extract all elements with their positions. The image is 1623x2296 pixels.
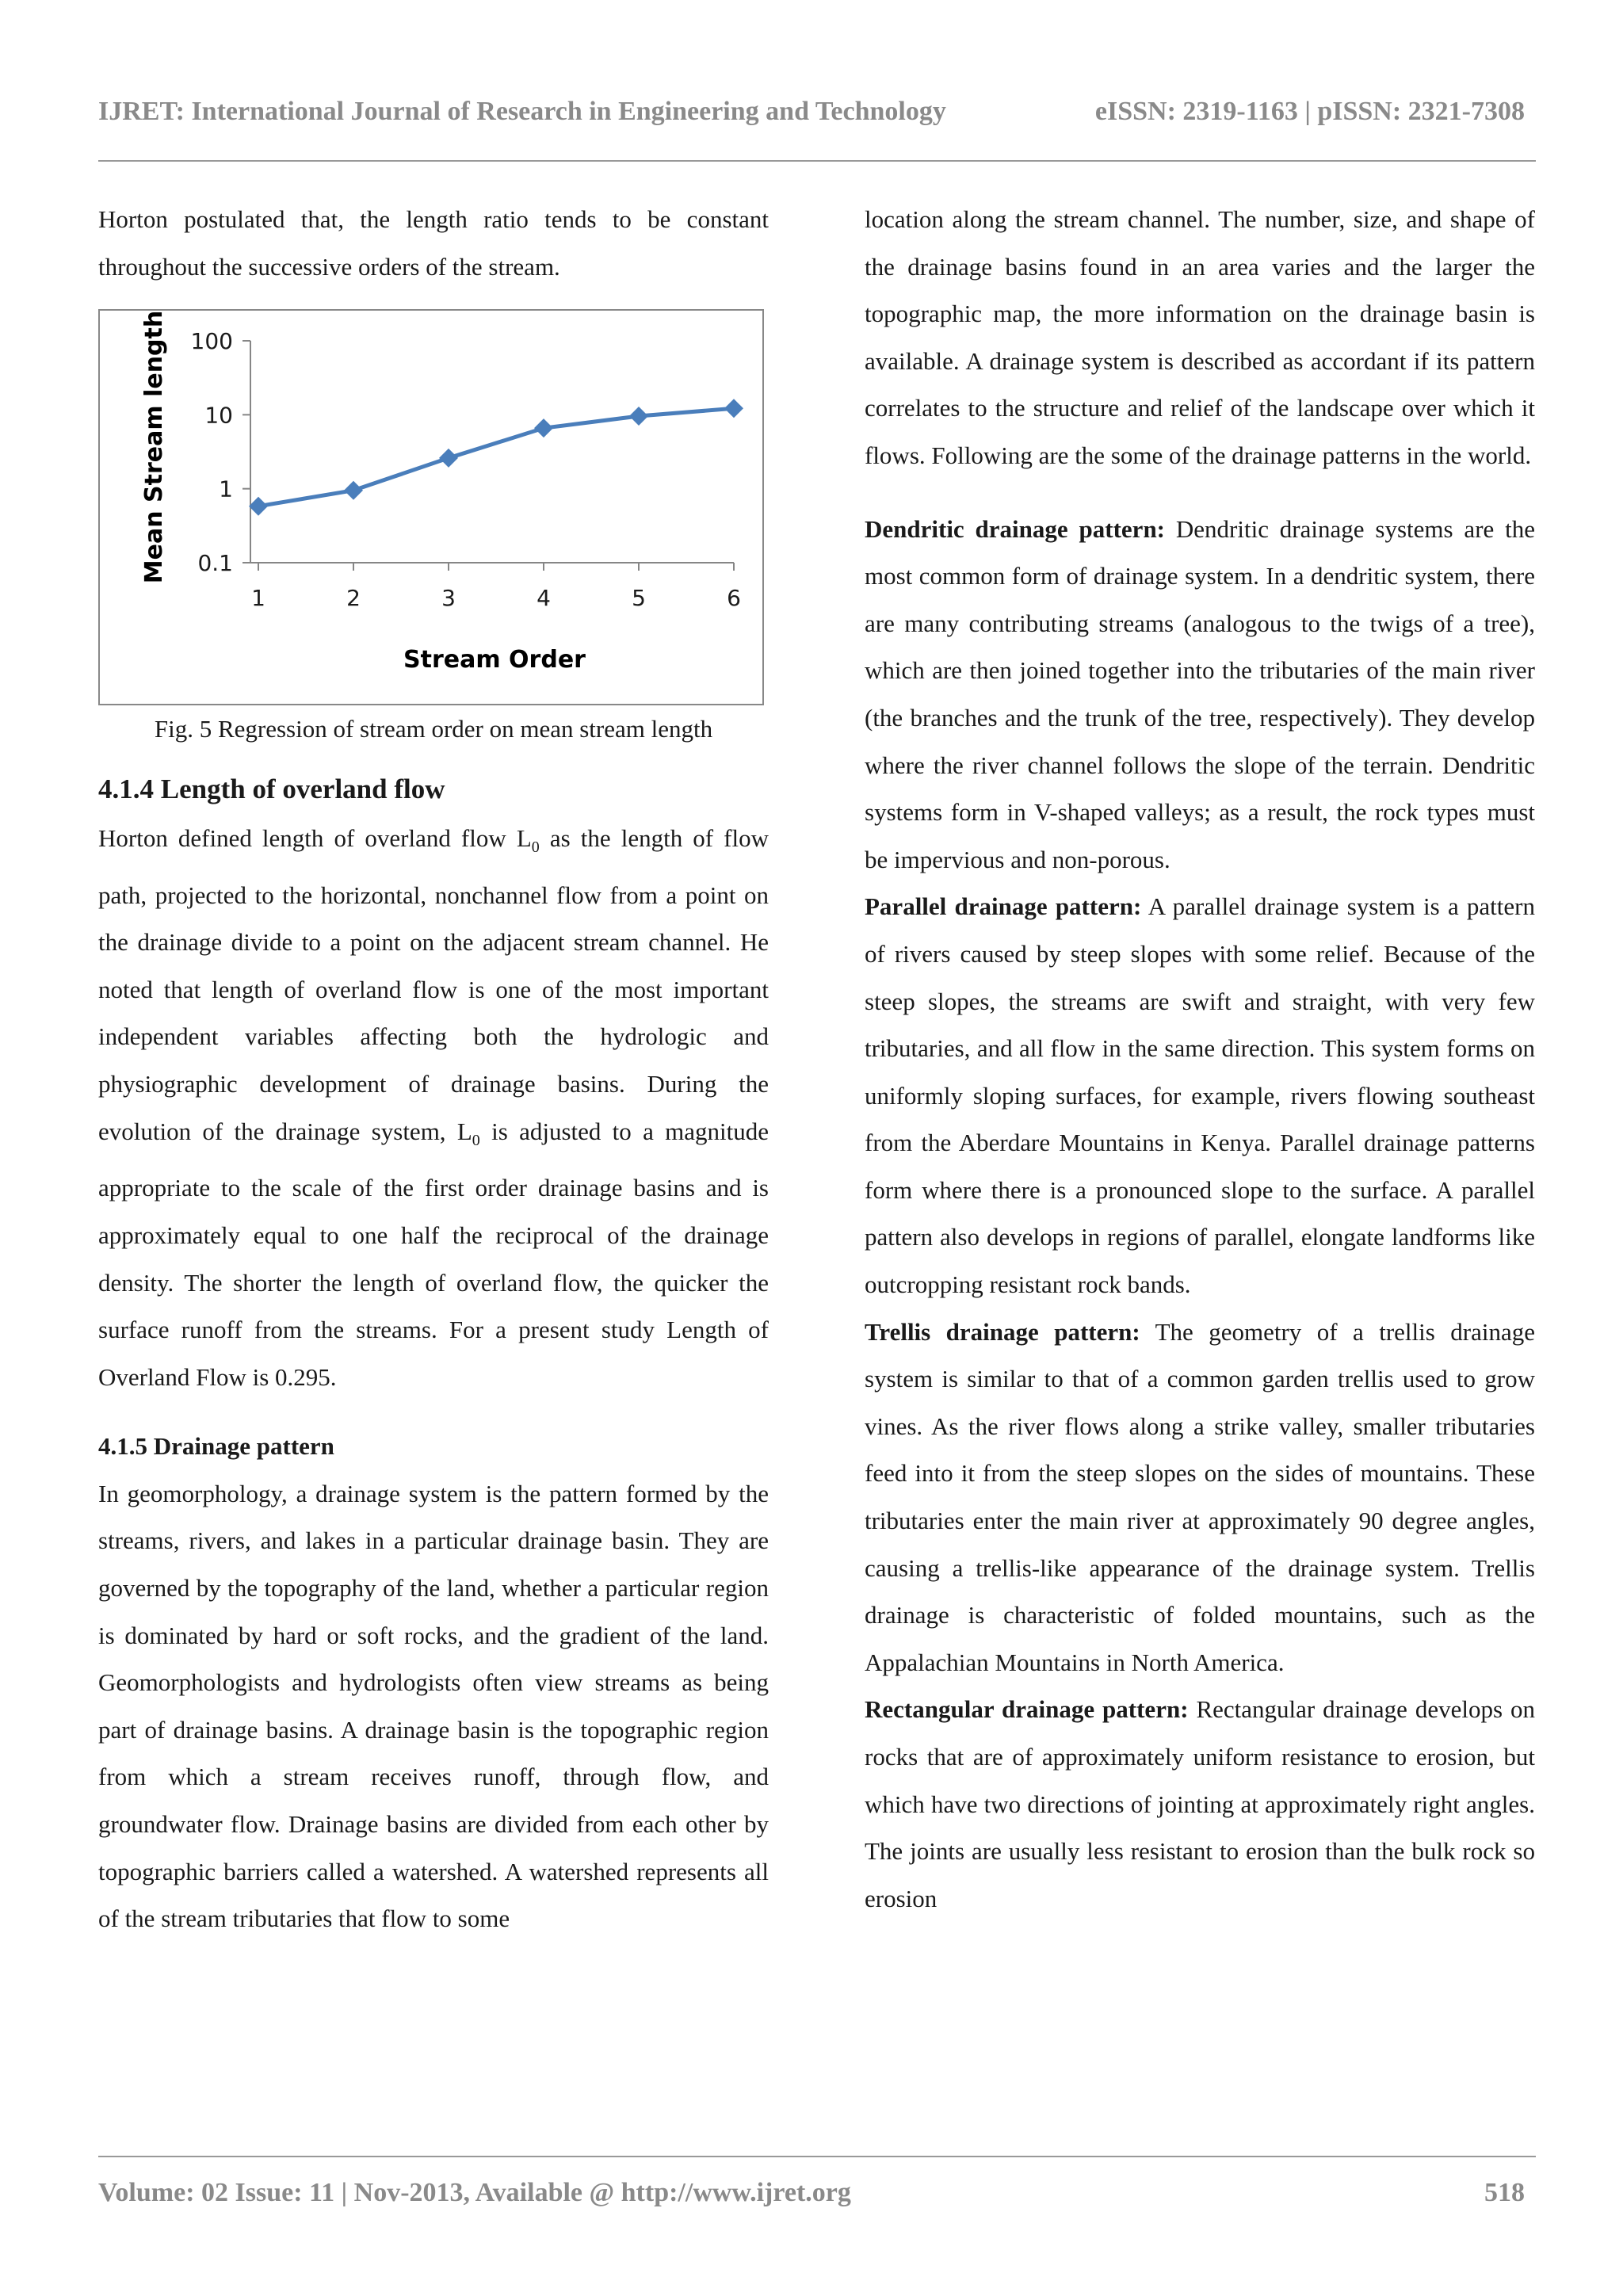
data-point (629, 407, 648, 426)
body-text: Dendritic drainage systems are the most common form of drainage system. In a dendritic system, there are many contributing streams (analogous to the twigs of a tree), which are then joined together into the tributaries of the main river (the branches and the trunk of the tree, respectively). They develop where the river channel follows the slope of the terrain. Dendritic systems form in V-shaped valleys; as a result, the rock types must be impervious and non-porous. (865, 514, 1536, 873)
x-axis-label: Stream Order (403, 646, 586, 674)
footer-rule (98, 2156, 1536, 2157)
x-tick-label: 4 (537, 585, 551, 612)
body-text: Horton defined length of overland flow L (98, 823, 532, 852)
body-text: A parallel drainage system is a pattern of rivers caused by steep slopes with some relief. Because of the steep slopes, the streams are swift and straight, with very few tributaries, and all flow in the same direction. This system forms on uniformly sloping surfaces, for example, rivers flowing southeast from the Aberdare Mountains in Kenya. Parallel drainage patterns form where there is a pronounced slope to the surface. A parallel pattern also develops in regions of parallel, elongate landforms like outcropping resistant rock bands. (865, 892, 1535, 1299)
left-column (98, 196, 769, 1943)
running-footer (98, 2178, 1525, 2208)
x-tick-label: 1 (251, 585, 265, 612)
continuation-paragraph: location along the stream channel. The number, size, and shape of the drainage basins found in an area varies and the larger the topographic map, the more information on the drainage basin is available. A drainage system is described as accordant if its pattern correlates to the structure and relief of the landscape over which it flows. Following are the some of the drainage patterns in the world. (865, 205, 1535, 469)
dendritic-heading: Dendritic drainage pattern: (865, 514, 1166, 543)
y-tick-label: 10 (204, 402, 233, 429)
section-4-1-5-title: 4.1.5 Drainage pattern (98, 1432, 334, 1461)
data-point (344, 481, 363, 500)
data-point (534, 418, 553, 437)
x-tick-label: 3 (441, 585, 456, 612)
header-rule (98, 160, 1536, 162)
section-4-1-4-title: 4.1.4 Length of overland flow (98, 773, 445, 804)
chart-svg (100, 311, 762, 704)
body-text: Rectangular drainage develops on rocks that are of approximately uniform resistance to erosion, but which have two directions of jointing at approximately right angles. The joints are usually less resistant to erosion than the bulk rock so erosion (865, 1695, 1535, 1912)
rectangular-heading: Rectangular drainage pattern: (865, 1695, 1189, 1724)
y-tick-label: 100 (190, 328, 233, 355)
running-header (98, 97, 1525, 127)
data-point (249, 497, 268, 516)
body-text: The geometry of a trellis drainage system is similar to that of a common garden trellis used to grow vines. As the river flows along a strike valley, smaller tributaries feed into it from the steep slopes on the sides of mountains. These tributaries enter the main river at approximately 90 degree angles, causing a trellis-like appearance of the drainage system. Trellis drainage is characteristic of folded mountains, such as the Appalachian Mountains in North America. (865, 1317, 1535, 1676)
trellis-heading: Trellis drainage pattern: (865, 1317, 1140, 1346)
parallel-paragraph (865, 883, 1535, 1308)
y-axis-label: Mean Stream length (140, 311, 168, 584)
x-tick-label: 2 (346, 585, 361, 612)
trellis-paragraph (865, 1308, 1535, 1687)
data-point (439, 449, 458, 468)
parallel-heading: Parallel drainage pattern: (865, 892, 1142, 921)
figure-5 (98, 309, 764, 705)
body-text: as the length of flow path, projected to the horizontal, nonchannel flow from a point on the drainage divide to a point on the adjacent stream channel. He noted that length of overland flow is one of the most important independent variables affecting both the hydrologic and physiographic development of drainage basins. During the evolution of the drainage system, L (98, 823, 769, 1145)
section-4-1-5-body: In geomorphology, a drainage system is the pattern formed by the streams, rivers, and lakes in a particular drainage basin. They are governed by the topography of the land, whether a particular region is dominated by hard or soft rocks, and the gradient of the land. Geomorphologists and hydrologists often view streams as being part of drainage basins. A drainage basin is the topographic region from which a stream receives runoff, through flow, and groundwater flow. Drainage basins are divided from each other by topographic barriers called a watershed. A watershed represents all of the stream tributaries that flow to some (98, 1479, 769, 1933)
volume-info: Volume: 02 Issue: 11 | Nov-2013, Available @ http://www.ijret.org (98, 2178, 851, 2207)
body-text: is adjusted to a magnitude appropriate to the scale of the first order drainage basins and is approximately equal to one half the reciprocal of the drainage density. The shorter the length of overland flow, the quicker the surface runoff from the streams. For a present study Length of Overland Flow is 0.295. (98, 1117, 769, 1391)
journal-name: IJRET: International Journal of Research in Engineering and Technology (98, 97, 946, 126)
chart-ticks (191, 328, 741, 611)
y-tick-label: 1 (219, 476, 233, 502)
section-4-1-4-body (98, 815, 769, 1401)
x-tick-label: 5 (632, 585, 646, 612)
dendritic-paragraph (865, 506, 1535, 884)
intro-paragraph: Horton postulated that, the length ratio tends to be constant throughout the successive orders of the stream. (98, 205, 769, 281)
series-line (258, 408, 734, 506)
x-tick-label: 6 (727, 585, 741, 612)
rectangular-paragraph (865, 1686, 1535, 1922)
y-tick-label: 0.1 (197, 550, 233, 577)
subscript: 0 (472, 1131, 480, 1149)
subscript: 0 (531, 838, 540, 856)
page-number: 518 (1484, 2178, 1525, 2207)
data-point (724, 399, 743, 418)
figure-caption: Fig. 5 Regression of stream order on mean stream length (154, 715, 713, 743)
chart-axes (250, 341, 734, 563)
series-points (249, 399, 743, 515)
issn: eISSN: 2319-1163 | pISSN: 2321-7308 (1094, 97, 1525, 126)
right-column (865, 196, 1535, 1922)
